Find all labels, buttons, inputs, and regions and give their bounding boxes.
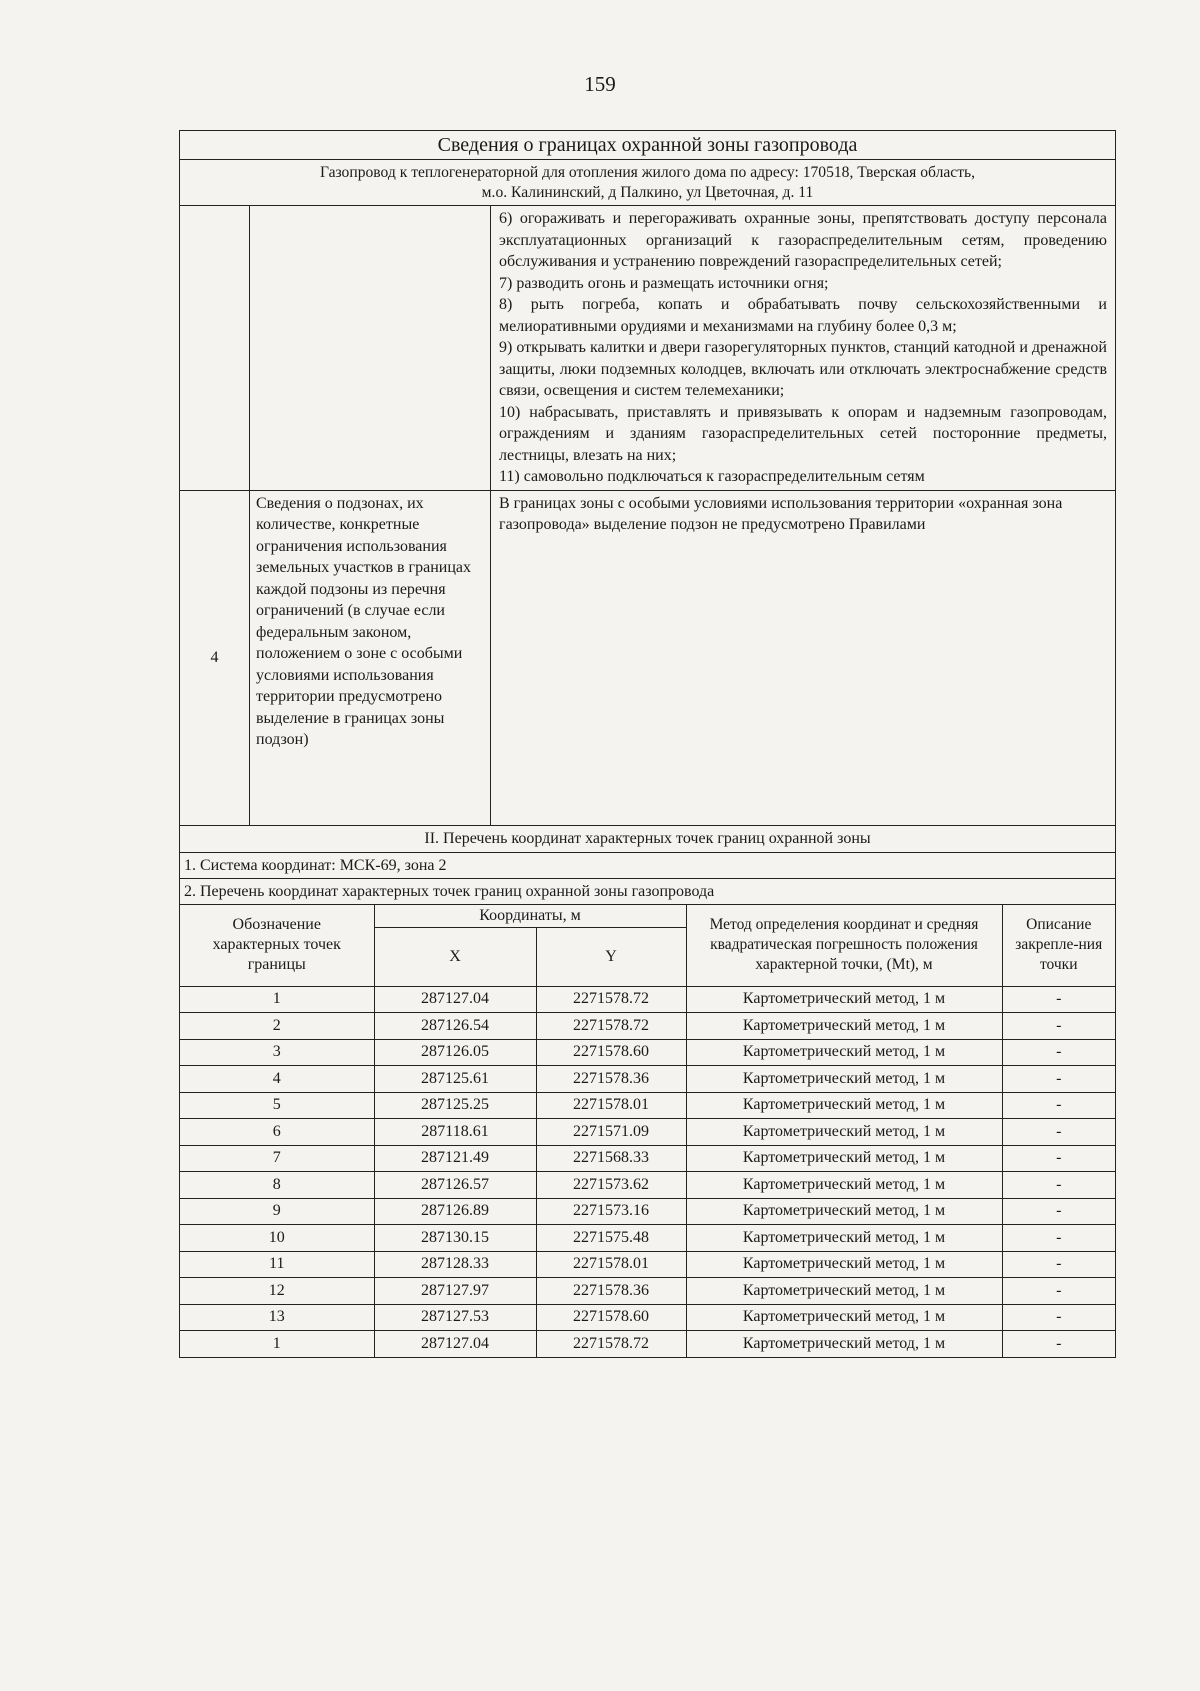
table-row (180, 1066, 1115, 1093)
description-cell: - (1002, 1145, 1115, 1172)
x-cell: 287128.33 (374, 1251, 536, 1278)
description-cell: - (1002, 1119, 1115, 1146)
header-description: Описание закрепле-ния точки (1002, 905, 1115, 987)
y-cell: 2271573.62 (536, 1172, 686, 1199)
description-cell: - (1002, 1251, 1115, 1278)
method-cell: Картометрический метод, 1 м (686, 1013, 1002, 1040)
row-number: 4 (180, 491, 250, 825)
x-cell: 287125.25 (374, 1092, 536, 1119)
x-cell: 287127.04 (374, 986, 536, 1013)
pipeline-description (180, 160, 1115, 206)
doc-title: Сведения о границах охранной зоны газопровода (180, 131, 1115, 160)
table-row (180, 1013, 1115, 1040)
method-cell: Картометрический метод, 1 м (686, 1039, 1002, 1066)
y-cell: 2271578.60 (536, 1304, 686, 1331)
point-id-cell: 1 (180, 986, 374, 1013)
header-method-text: Метод определения координат и средняя квадратическая погрешность положения характерной точки, (Mt), м (709, 916, 979, 973)
x-cell: 287126.89 (374, 1198, 536, 1225)
description-cell: - (1002, 1172, 1115, 1199)
subzones-row (180, 491, 1115, 826)
table-row (180, 1225, 1115, 1252)
point-id-cell: 3 (180, 1039, 374, 1066)
coordinates-table (180, 905, 1115, 1357)
table-row (180, 1251, 1115, 1278)
description-cell: - (1002, 1013, 1115, 1040)
y-cell: 2271578.72 (536, 1013, 686, 1040)
restriction-item-9: 9) открывать калитки и двери газорегуляторных пунктов, станций катодной и дренажной защиты, люки подземных колодцев, включать или отключать электроснабжение средств связи, освещения и систем телемеханики; (499, 339, 1107, 399)
x-cell: 287130.15 (374, 1225, 536, 1252)
method-cell: Картометрический метод, 1 м (686, 986, 1002, 1013)
y-cell: 2271578.01 (536, 1092, 686, 1119)
method-cell: Картометрический метод, 1 м (686, 1172, 1002, 1199)
header-method (686, 905, 1002, 987)
coordinates-table-wrap (180, 905, 1115, 1357)
method-cell: Картометрический метод, 1 м (686, 1225, 1002, 1252)
method-cell: Картометрический метод, 1 м (686, 1331, 1002, 1357)
y-cell: 2271568.33 (536, 1145, 686, 1172)
restriction-item-10: 10) набрасывать, приставлять и привязывать к опорам и надземным газопроводам, ограждениям и зданиям газораспределительных сетей посторонние предметы, лестницы, влезать на них; (499, 403, 1107, 464)
y-cell: 2271578.36 (536, 1066, 686, 1093)
table-row (180, 1331, 1115, 1357)
method-cell: Картометрический метод, 1 м (686, 1198, 1002, 1225)
x-cell: 287127.97 (374, 1278, 536, 1305)
method-cell: Картометрический метод, 1 м (686, 1304, 1002, 1331)
point-id-cell: 11 (180, 1251, 374, 1278)
x-cell: 287127.04 (374, 1331, 536, 1357)
pipeline-line-1: Газопровод к теплогенераторной для отопления жилого дома по адресу: 170518, Тверская область, (319, 164, 976, 181)
description-cell: - (1002, 1198, 1115, 1225)
table-row (180, 1119, 1115, 1146)
method-cell: Картометрический метод, 1 м (686, 1251, 1002, 1278)
restriction-item-8: 8) рыть погреба, копать и обрабатывать почву сельскохозяйственными и мелиоративными орудиями и механизмами на глубину более 0,3 м; (499, 296, 1107, 335)
y-cell: 2271578.36 (536, 1278, 686, 1305)
restriction-item-11: 11) самовольно подключаться к газораспределительным сетям (499, 468, 925, 485)
method-cell: Картометрический метод, 1 м (686, 1119, 1002, 1146)
coordinate-list-title: 2. Перечень координат характерных точек границ охранной зоны газопровода (180, 879, 1115, 905)
x-cell: 287126.05 (374, 1039, 536, 1066)
point-id-cell: 1 (180, 1331, 374, 1357)
y-cell: 2271575.48 (536, 1225, 686, 1252)
x-cell: 287125.61 (374, 1066, 536, 1093)
y-cell: 2271578.01 (536, 1251, 686, 1278)
x-cell: 287118.61 (374, 1119, 536, 1146)
point-id-cell: 13 (180, 1304, 374, 1331)
coordinate-system: 1. Система координат: МСК-69, зона 2 (180, 853, 1115, 879)
point-id-cell: 6 (180, 1119, 374, 1146)
description-cell: - (1002, 1331, 1115, 1357)
header-x: X (374, 927, 536, 986)
x-cell: 287127.53 (374, 1304, 536, 1331)
description-cell: - (1002, 1225, 1115, 1252)
description-cell: - (1002, 1066, 1115, 1093)
subzones-value-text: В границах зоны с особыми условиями использования территории «охранная зона газопровода» выделение подзон не предусмотрено Правилами (499, 494, 1063, 533)
table-row (180, 1145, 1115, 1172)
header-y: Y (536, 927, 686, 986)
y-cell: 2271571.09 (536, 1119, 686, 1146)
table-row (180, 1198, 1115, 1225)
point-id-cell: 2 (180, 1013, 374, 1040)
restrictions-label-cell (250, 206, 491, 490)
point-id-cell: 8 (180, 1172, 374, 1199)
y-cell: 2271578.72 (536, 1331, 686, 1357)
table-row (180, 1304, 1115, 1331)
table-row (180, 1278, 1115, 1305)
point-id-cell: 12 (180, 1278, 374, 1305)
description-cell: - (1002, 1039, 1115, 1066)
table-row (180, 986, 1115, 1013)
header-coords: Координаты, м (374, 905, 686, 928)
x-cell: 287121.49 (374, 1145, 536, 1172)
table-row (180, 1172, 1115, 1199)
restrictions-row (180, 206, 1115, 491)
method-cell: Картометрический метод, 1 м (686, 1092, 1002, 1119)
description-cell: - (1002, 986, 1115, 1013)
point-id-cell: 4 (180, 1066, 374, 1093)
x-cell: 287126.57 (374, 1172, 536, 1199)
y-cell: 2271578.72 (536, 986, 686, 1013)
point-id-cell: 5 (180, 1092, 374, 1119)
section-2-title: II. Перечень координат характерных точек границ охранной зоны (180, 826, 1115, 853)
restrictions-number-cell (180, 206, 250, 490)
restriction-item-6: 6) огораживать и перегораживать охранные зоны, препятствовать доступу персонала эксплуатационных организаций к газораспределительным сетям, проведению обслуживания и устранению повреждений газораспределительных сетей; (499, 210, 1107, 270)
x-cell: 287126.54 (374, 1013, 536, 1040)
table-row (180, 1039, 1115, 1066)
description-cell: - (1002, 1304, 1115, 1331)
restriction-item-7: 7) разводить огонь и размещать источники огня; (499, 274, 829, 292)
header-point: Обозначение характерных точек границы (180, 905, 374, 987)
y-cell: 2271578.60 (536, 1039, 686, 1066)
subzones-label: Сведения о подзонах, их количестве, конкретные ограничения использования земельных участков в границах каждой подзоны из перечня ограничений (в случае если федеральным законом, положением о зоне с особыми условиями использования территории предусмотрено выделение в границах зоны подзон) (250, 491, 491, 825)
pipeline-line-2: м.о. Калининский, д Палкино, ул Цветочная, д. 11 (481, 184, 814, 201)
point-id-cell: 7 (180, 1145, 374, 1172)
y-cell: 2271573.16 (536, 1198, 686, 1225)
point-id-cell: 10 (180, 1225, 374, 1252)
page-number: 159 (584, 72, 616, 96)
restrictions-list (491, 206, 1115, 490)
method-cell: Картометрический метод, 1 м (686, 1278, 1002, 1305)
point-id-cell: 9 (180, 1198, 374, 1225)
document-table (179, 130, 1116, 1358)
coordinates-body (180, 986, 1115, 1357)
method-cell: Картометрический метод, 1 м (686, 1066, 1002, 1093)
table-row (180, 1092, 1115, 1119)
subzones-value (491, 491, 1115, 825)
description-cell: - (1002, 1278, 1115, 1305)
description-cell: - (1002, 1092, 1115, 1119)
method-cell: Картометрический метод, 1 м (686, 1145, 1002, 1172)
